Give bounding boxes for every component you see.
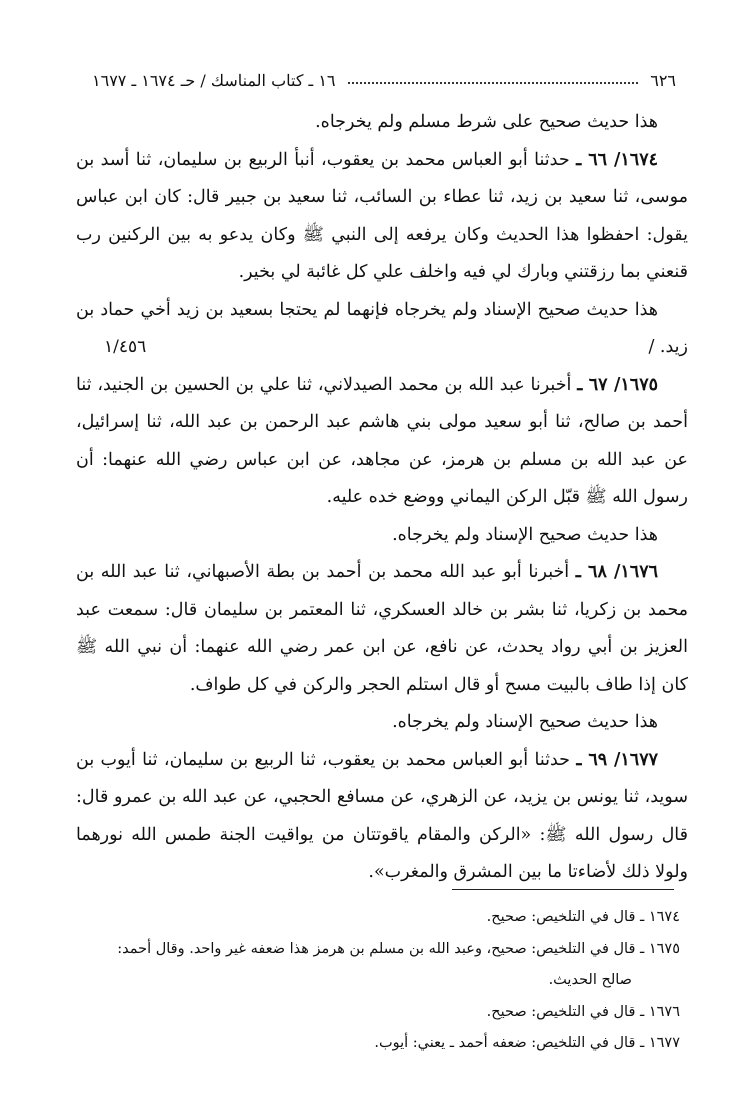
footnote-1677: ١٦٧٧ ـ قال في التلخيص: ضعفه أحمد ـ يعني: أيوب. [374,1035,680,1051]
running-title: ١٦ ـ كتاب المناسك / حـ ١٦٧٤ ـ ١٦٧٧ [92,71,336,90]
verdict-paragraph [76,704,688,742]
hadith-paragraph-1677 [76,742,688,892]
verdict-text: هذا حديث صحيح على شرط مسلم ولم يخرجاه. [315,112,658,132]
hadith-paragraph-1675 [76,367,688,517]
hadith-text: حدثنا أبو العباس محمد بن يعقوب، ثنا الربيع بن سليمان، ثنا أيوب بن سويد، ثنا يونس بن يزيد، عن الزهري، عن مسافع الحجبي، عن عبد الله بن عمرو قال: قال رسول الله ﷺ: «الركن والمقام ياقوتتان من يواقيت الجنة طمس الله نورهما ولولا ذلك لأضاءتا ما بين المشرق والمغرب». [76,749,688,882]
hadith-number: ١٦٧٧/ ٦٩ ـ [576,749,658,770]
header-dot-leader [348,81,639,84]
hadith-number: ١٦٧٦/ ٦٨ ـ [575,562,658,582]
verdict-paragraph [76,292,688,367]
footnote-separator [452,889,674,890]
hadith-number: ١٦٧٥/ ٦٧ ـ [577,374,658,395]
hadith-text: أخبرنا عبد الله بن محمد الصيدلاني، ثنا علي بن الحسين بن الجنيد، ثنا أحمد بن صالح، ثنا أبو سعيد مولى بني هاشم عبد الرحمن بن عبد الله، ثنا إسرائيل، عن عبد الله بن مسلم بن هرمز، عن مجاهد، عن ابن عباس رضي الله عنهما: أن رسول الله ﷺ قبّل الركن اليماني ووضع خده عليه. [76,374,688,507]
verdict-text: هذا حديث صحيح الإسناد ولم يخرجاه فإنهما لم يحتجا بسعيد بن زيد أخي حماد بن زيد. / [76,299,688,357]
footnote-1674: ١٦٧٤ ـ قال في التلخيص: صحيح. [486,909,680,925]
footnote-1676: ١٦٧٦ ـ قال في التلخيص: صحيح. [486,1003,680,1020]
hadith-number: ١٦٧٤/ ٦٦ ـ [576,149,658,170]
verdict-text: هذا حديث صحيح الإسناد ولم يخرجاه. [392,712,658,732]
hadith-text: حدثنا أبو العباس محمد بن يعقوب، أنبأ الربيع بن سليمان، ثنا أسد بن موسى، ثنا سعيد بن زيد، ثنا عطاء بن السائب، ثنا سعيد بن جبير قال: كان ابن عباس يقول: احفظوا هذا الحديث وكان يرفعه إلى النبي ﷺ وكان يدعو به بين الركنين رب قنعني بما رزقتني وبارك لي فيه واخلف علي كل غائبة لي بخير. [76,149,688,282]
hadith-paragraph-1676 [76,554,688,704]
verdict-paragraph [76,517,688,555]
hadith-paragraph-1674 [76,142,688,292]
footnote-1675-continuation: صالح الحديث. [548,972,632,988]
footnote-1675: ١٦٧٥ ـ قال في التلخيص: صحيح، وعبد الله بن مسلم بن هرمز هذا ضعفه غير واحد. وقال أحمد: [117,940,680,957]
margin-page-reference: ١/٤٥٦ [104,336,147,357]
hadith-text: أخبرنا أبو عبد الله محمد بن أحمد بن بطة الأصبهاني، ثنا عبد الله بن محمد بن زكريا، ثنا بشر بن خالد العسكري، ثنا المعتمر بن سليمان قال: سمعت عبد العزيز بن أبي رواد يحدث، عن نافع، عن ابن عمر رضي الله عنهما: أن نبي الله ﷺ كان إذا طاف بالبيت مسح أو قال استلم الحجر والركن في كل طواف. [76,562,688,695]
main-text [76,104,688,892]
footnotes [62,902,680,1060]
page-header [92,62,676,90]
verdict-paragraph [76,104,688,142]
page-number: ٦٢٦ [650,71,676,90]
verdict-text: هذا حديث صحيح الإسناد ولم يخرجاه. [392,524,658,545]
